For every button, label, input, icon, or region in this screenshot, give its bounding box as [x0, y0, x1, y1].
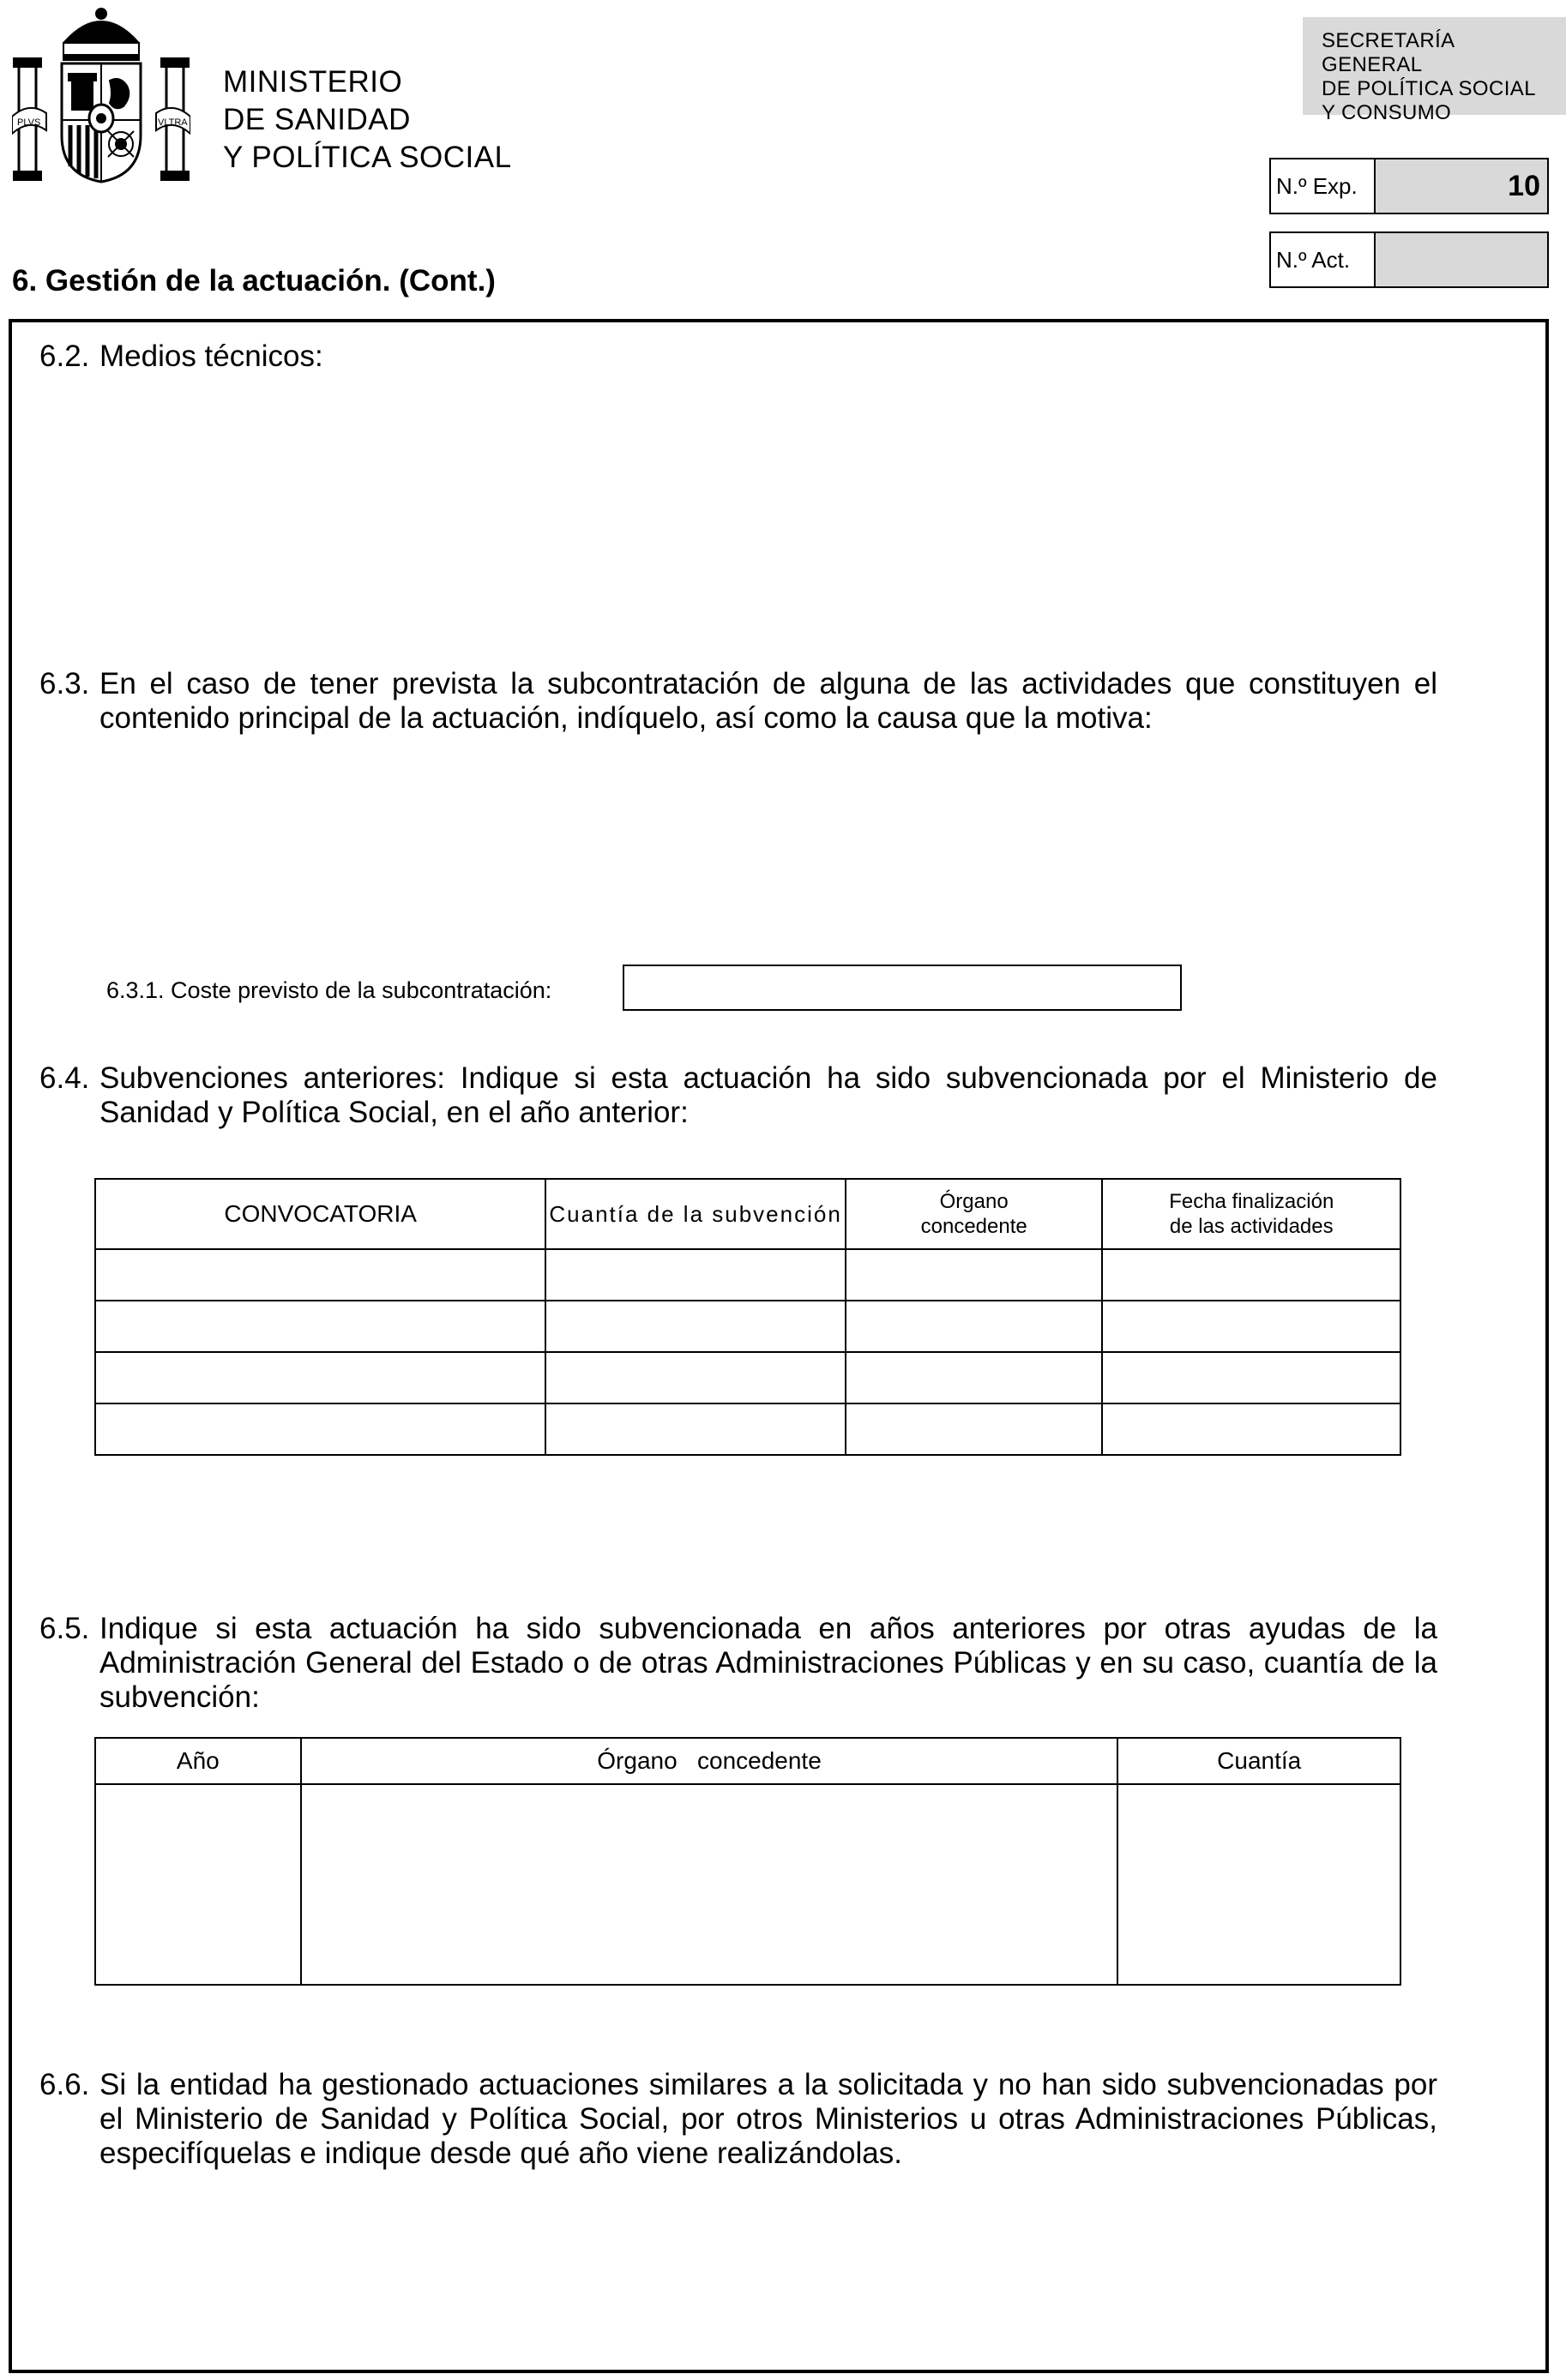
table-cell[interactable]	[1117, 1784, 1400, 1985]
item-6-6	[39, 2068, 1437, 2179]
item-6-3-1-label: 6.3.1. Coste previsto de la subcontratación:	[106, 977, 552, 1003]
table-cell[interactable]	[545, 1403, 846, 1455]
header-convocatoria: CONVOCATORIA	[95, 1179, 545, 1249]
table-row	[95, 1249, 1400, 1301]
crest-right-motto: VLTRA	[158, 117, 188, 128]
table-cell[interactable]	[846, 1249, 1103, 1301]
table-header-row	[95, 1179, 1400, 1249]
subvenciones-table	[94, 1178, 1401, 1456]
header-organo-line-2: concedente	[920, 1215, 1027, 1238]
ministry-name	[223, 63, 512, 177]
table-cell[interactable]	[301, 1784, 1118, 1985]
table-row	[95, 1403, 1400, 1455]
table-cell[interactable]	[1102, 1352, 1400, 1403]
crest-left-motto: PLVS	[17, 117, 41, 128]
table-cell[interactable]	[545, 1301, 846, 1352]
item-6-4	[39, 1061, 1437, 1139]
table-cell[interactable]	[1102, 1403, 1400, 1455]
item-6-4-number: 6.4.	[39, 1061, 90, 1095]
item-6-3-text: En el caso de tener prevista la subcontratación de alguna de las actividades que constituyen el contenido principal de la actuación, indíquelo, así como la causa que la motiva:	[99, 667, 1437, 735]
actuaciones-similares-area[interactable]	[39, 2186, 1515, 2358]
header-fecha-line-2: de las actividades	[1169, 1215, 1334, 1238]
header-organo	[846, 1179, 1103, 1249]
header-cuantia: Cuantía	[1117, 1738, 1400, 1784]
header-cuantia: Cuantía de la subvención	[545, 1179, 846, 1249]
table-row	[95, 1352, 1400, 1403]
secretaria-box	[1303, 17, 1566, 124]
table-cell[interactable]	[95, 1352, 545, 1403]
table-cell[interactable]	[1102, 1301, 1400, 1352]
table-cell[interactable]	[846, 1352, 1103, 1403]
item-6-2	[39, 340, 1429, 374]
table-cell[interactable]	[545, 1352, 846, 1403]
header-organo-concedente: Órgano concedente	[301, 1738, 1118, 1784]
item-6-5-number: 6.5.	[39, 1612, 90, 1645]
medios-tecnicos-area[interactable]	[39, 377, 1429, 660]
actuacion-field	[1269, 231, 1549, 288]
item-6-5	[39, 1612, 1437, 1723]
table-cell[interactable]	[846, 1403, 1103, 1455]
table-cell[interactable]	[95, 1403, 545, 1455]
secretaria-line-2: DE POLÍTICA SOCIAL	[1322, 77, 1536, 100]
item-6-6-number: 6.6.	[39, 2068, 90, 2101]
table-cell[interactable]	[545, 1249, 846, 1301]
actuacion-label: N.º Act.	[1271, 233, 1376, 286]
item-6-3-number: 6.3.	[39, 667, 90, 700]
section-title: 6. Gestión de la actuación. (Cont.)	[12, 264, 496, 298]
secretaria-line-3: Y CONSUMO	[1322, 101, 1452, 124]
header-fecha	[1102, 1179, 1400, 1249]
header-organo-line-1: Órgano	[939, 1190, 1009, 1213]
item-6-5-text: Indique si esta actuación ha sido subvencionada en años anteriores por otras ayudas de la Administración General del Estado o de otras Administraciones Públicas y en su caso, cuantía de la subvención:	[99, 1612, 1437, 1714]
table-cell[interactable]	[95, 1784, 301, 1985]
table-cell[interactable]	[1102, 1249, 1400, 1301]
coat-of-arms-logo	[12, 7, 190, 189]
coste-subcontratacion-input[interactable]	[623, 965, 1182, 1011]
otras-ayudas-table	[94, 1737, 1401, 1986]
expediente-label: N.º Exp.	[1271, 159, 1376, 213]
item-6-6-text: Si la entidad ha gestionado actuaciones similares a la solicitada y no han sido subvencionadas por el Ministerio de Sanidad y Política Social, por otros Ministerios u otras Administraciones Públicas, especifíquelas e indique desde qué año viene realizándolas.	[99, 2068, 1437, 2170]
subcontratacion-area[interactable]	[39, 746, 1429, 952]
table-row	[95, 1301, 1400, 1352]
item-6-2-number: 6.2.	[39, 340, 90, 373]
actuacion-value[interactable]	[1376, 233, 1547, 286]
table-row	[95, 1784, 1400, 1985]
table-cell[interactable]	[95, 1249, 545, 1301]
item-6-4-text: Subvenciones anteriores: Indique si esta actuación ha sido subvencionada por el Ministerio de Sanidad y Política Social, en el año anterior:	[99, 1061, 1437, 1129]
expediente-field	[1269, 158, 1549, 214]
ministry-line-3: Y POLÍTICA SOCIAL	[223, 141, 512, 174]
table-cell[interactable]	[846, 1301, 1103, 1352]
secretaria-line-1: SECRETARÍA GENERAL	[1322, 29, 1455, 76]
header-ano: Año	[95, 1738, 301, 1784]
expediente-value[interactable]: 10	[1376, 159, 1547, 213]
ministry-line-1: MINISTERIO	[223, 65, 403, 99]
table-cell[interactable]	[95, 1301, 545, 1352]
header-fecha-line-1: Fecha finalización	[1169, 1190, 1334, 1213]
ministry-line-2: DE SANIDAD	[223, 103, 411, 136]
table-header-row	[95, 1738, 1400, 1784]
item-6-2-text: Medios técnicos:	[99, 340, 323, 373]
item-6-3	[39, 667, 1437, 744]
